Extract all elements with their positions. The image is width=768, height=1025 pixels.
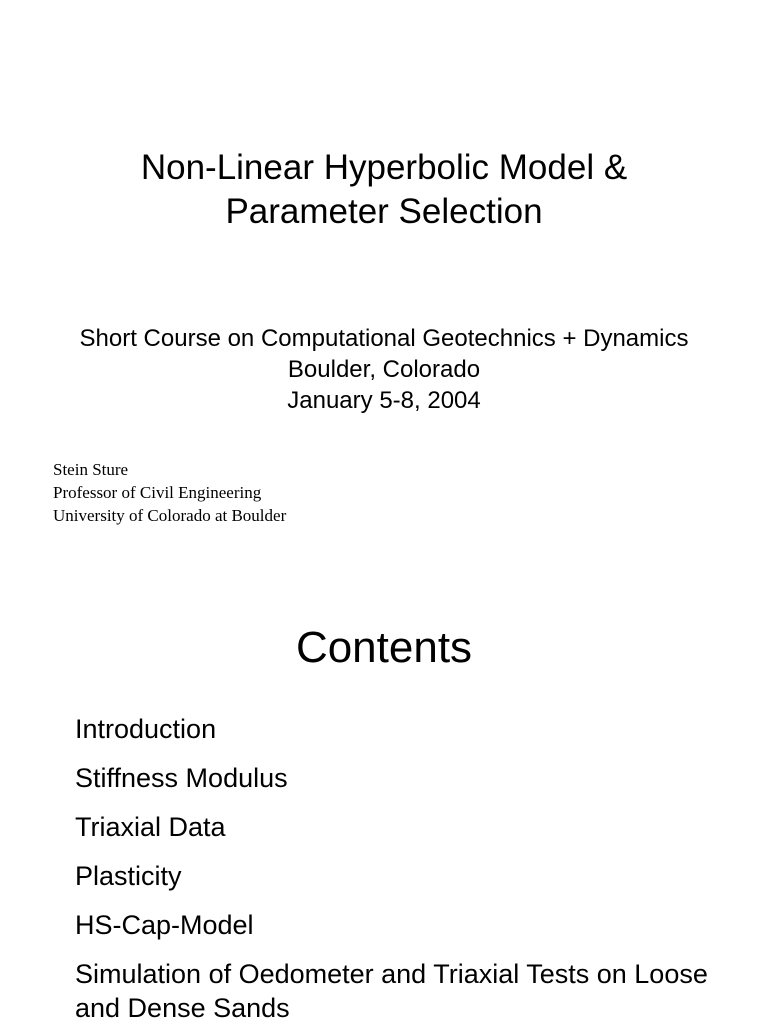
course-info — [0, 323, 768, 416]
contents-slide — [0, 600, 768, 1024]
course-location: Boulder, Colorado — [287, 356, 481, 383]
contents-item-simulation: Simulation of Oedometer and Triaxial Tests on Loose and Dense Sands — [75, 959, 708, 1023]
contents-item-hs-cap-model: HS-Cap-Model — [75, 910, 254, 940]
slide-title — [0, 146, 768, 234]
contents-item-plasticity: Plasticity — [75, 861, 182, 891]
contents-item-introduction: Introduction — [75, 714, 217, 744]
contents-item-triaxial-data: Triaxial Data — [75, 812, 226, 842]
author-block — [53, 458, 286, 527]
contents-heading: Contents — [295, 623, 473, 672]
course-date: January 5-8, 2004 — [287, 387, 481, 414]
author-name: Stein Sture — [53, 460, 129, 479]
slide-title-line-1: Non-Linear Hyperbolic Model & — [140, 148, 628, 187]
author-affiliation: University of Colorado at Boulder — [53, 506, 287, 525]
contents-item-stiffness-modulus: Stiffness Modulus — [75, 763, 288, 793]
course-name: Short Course on Computational Geotechnics + Dynamics — [79, 325, 689, 352]
author-position: Professor of Civil Engineering — [53, 483, 262, 502]
slide-title-line-2: Parameter Selection — [225, 192, 543, 231]
contents-list — [75, 712, 735, 1025]
